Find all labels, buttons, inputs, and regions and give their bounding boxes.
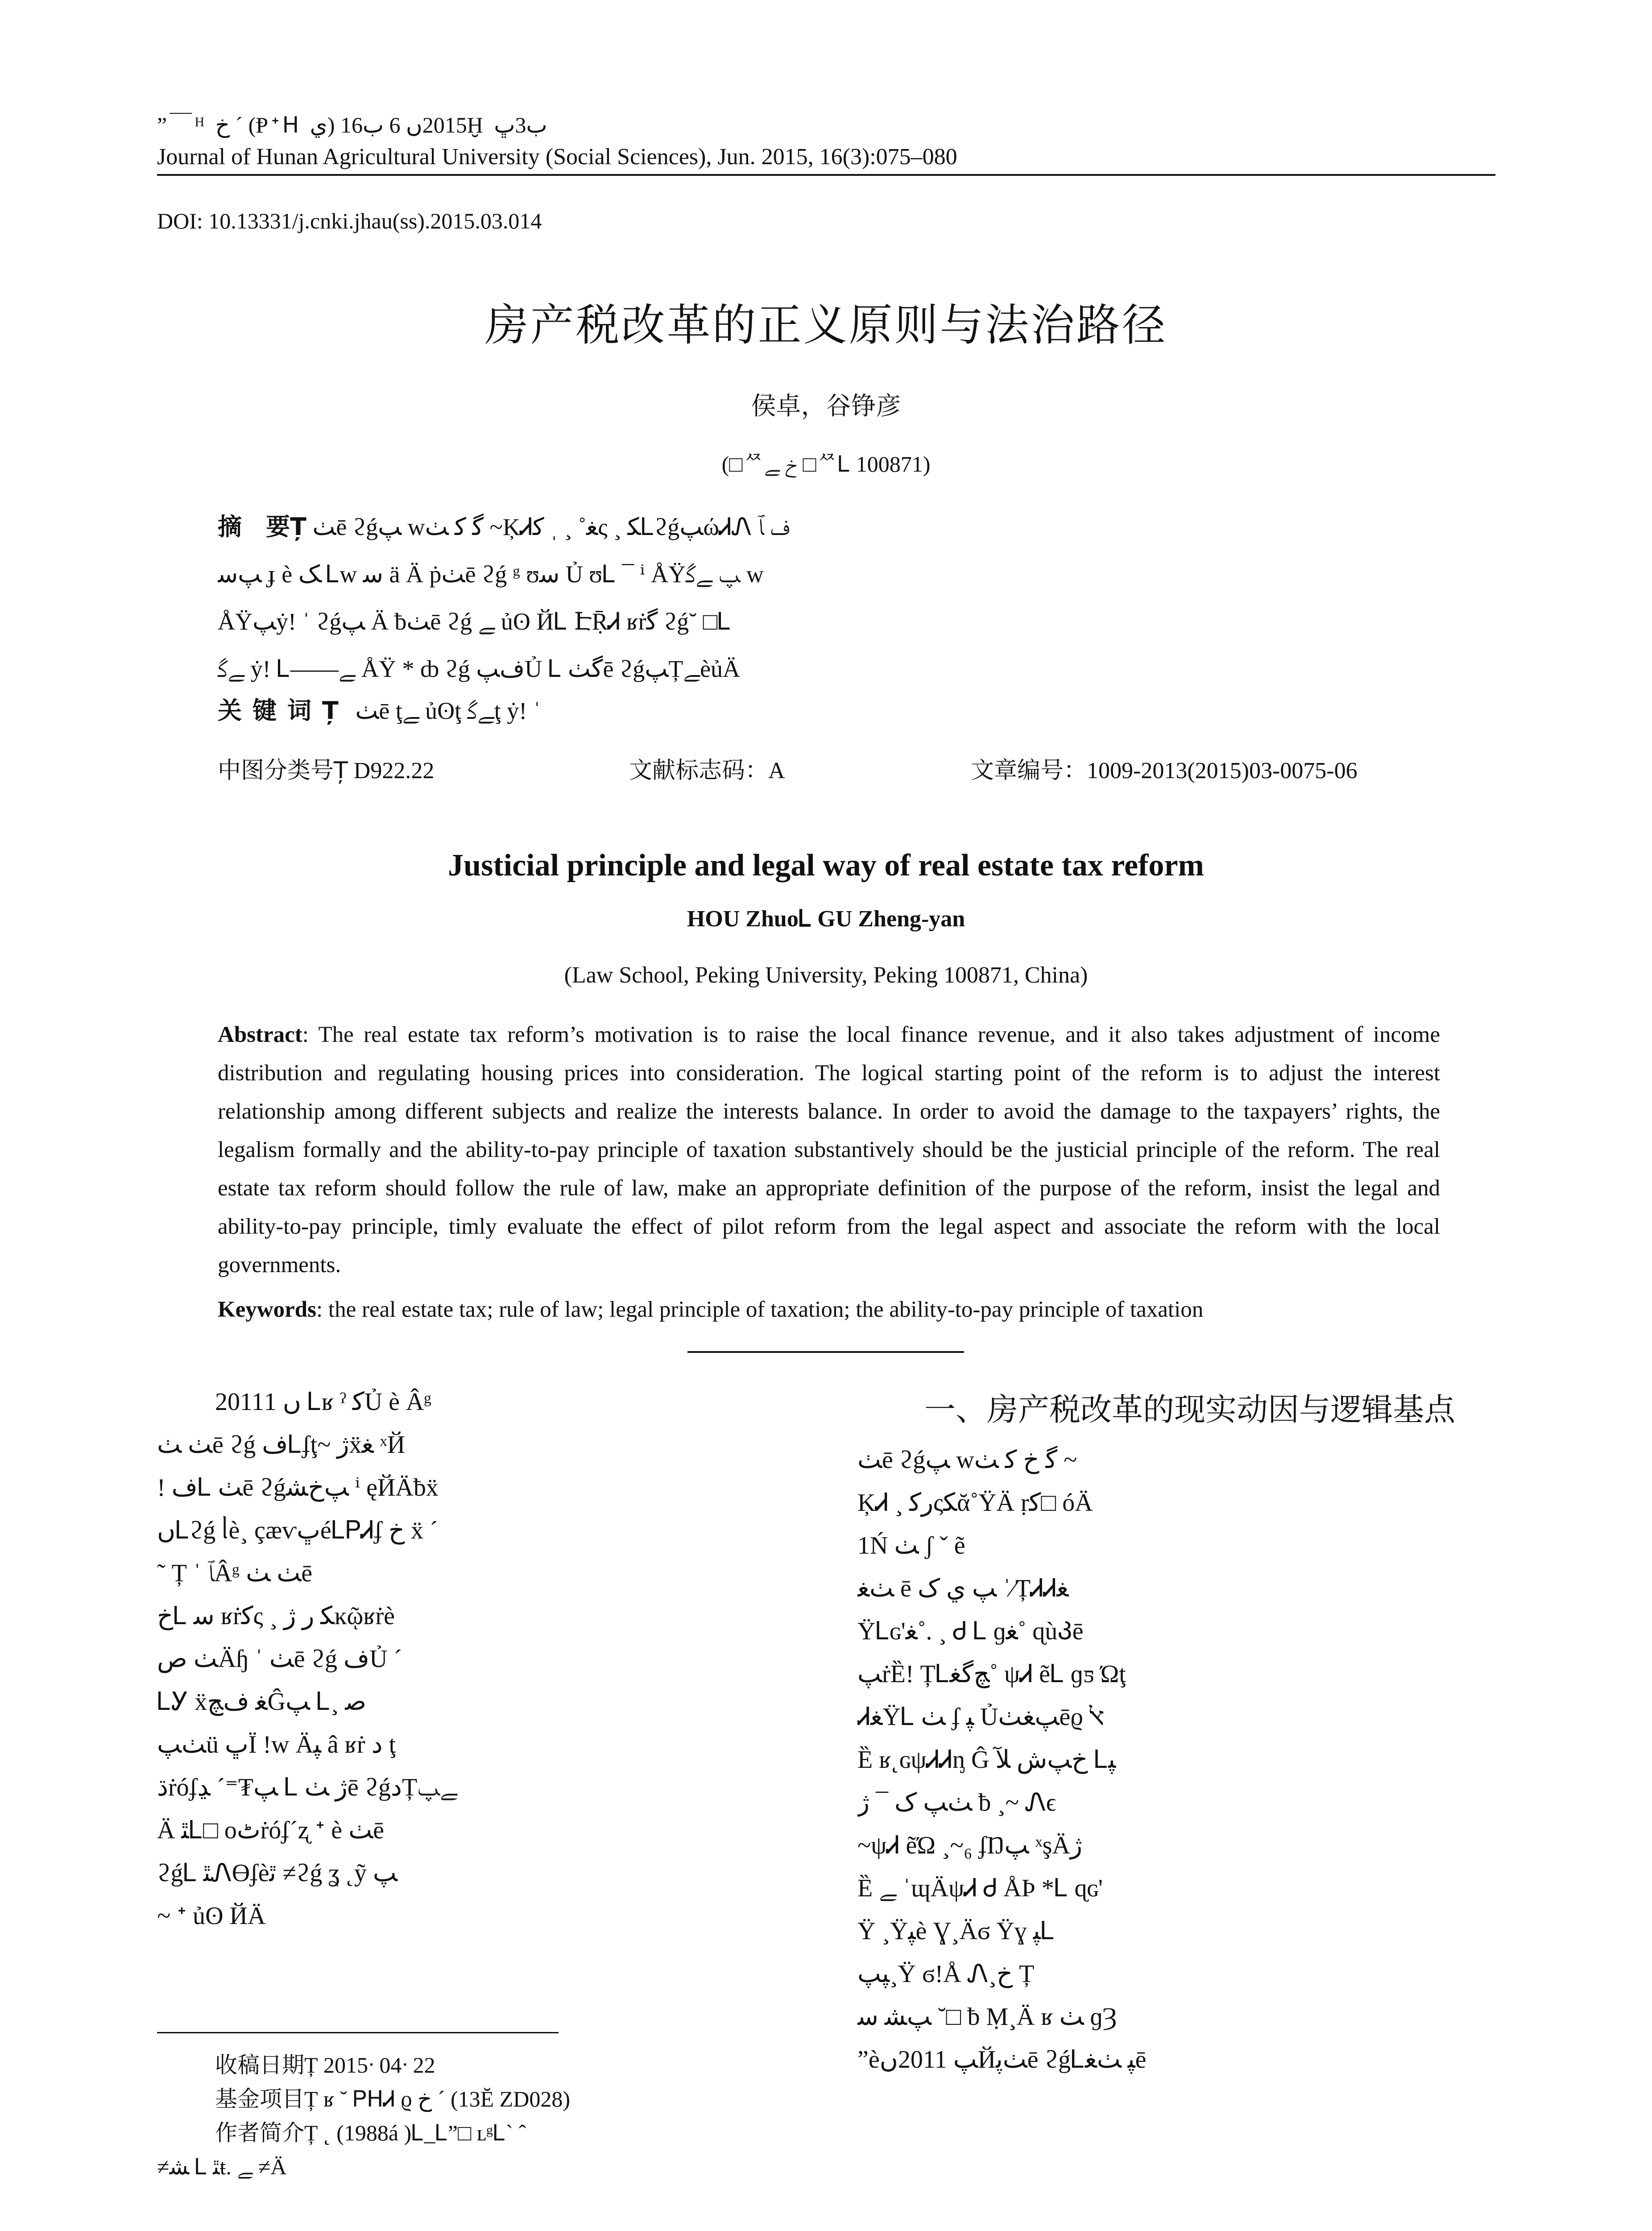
doc-code-label: 文献标志码：: [629, 757, 769, 784]
body-text-line: Ä ﭥᏞ□ оﭦṙóʄ´ʐ ᐩ è ﭟē: [157, 1816, 384, 1844]
footnote-author: 作者简介Ț ˛ (1988á )Ꮮ_Ꮮ”□ ʟᵍᏞˋ ˆ: [215, 2120, 526, 2145]
footnote-rule: [157, 2032, 559, 2033]
body-text-line: 1Ń ﭟ ʃ ˇ ẽ: [857, 1532, 965, 1559]
keywords-en: [218, 1297, 1440, 1323]
body-text-line: 2011ں 1 Ꮮʁ ˀ ﮐỦ è Âᵍ: [215, 1388, 432, 1416]
footnote-received: 收稿日期Ț 2015ᐧ 04ᐧ 22: [215, 2053, 435, 2078]
body-text-line: ﭗṙȄ! ȚᏞﭻﮔﻐ˚ ψᏗ ẽᏞ ɡƽ Ώţ: [857, 1660, 1126, 1688]
header-rule: [157, 174, 1495, 176]
authors-en: HOU ZhuoᏞ GU Zheng-yan: [687, 906, 965, 932]
section-divider: [687, 1351, 964, 1353]
abstract-cn: [218, 503, 1445, 693]
keywords-cn-text: ﭟē ţﮯ ủʘţ ﮯﮔţ ẏ! ˈ: [355, 697, 541, 724]
abstract-cn-line: ÅŸﭗẏ! ˈ ϩǵﭗ Ä ƀﭟē ϩǵ ﮯ ủʘ ЙᏞ ԷṜᏗ ʁṙﮔ ϩǵ˘ □Ꮮ: [218, 608, 731, 635]
footnote-fund: 基金项目Ț ʁ ˘ ᏢᕼᏗ ϱ خ ˊ (13Ĕ ZD028): [215, 2086, 570, 2111]
doi: DOI: 10.13331/j.cnki.jhau(ss).2015.03.014: [157, 208, 542, 233]
body-text-line: ᏞᎩ ẍﻐ فﭻĜﭗ Ꮮ¸ ﺻ: [157, 1688, 366, 1716]
body-text-line: ŸᏞɢ'ﻐ˚. ¸ Ꮷ Ꮮ ɡﻐ˚ ɋùᲙē: [857, 1617, 1084, 1645]
body-text-line: ﭟ ﭟē ϩǵ فᏞʄţ~ ﮊẍﻐ ˣЙ: [157, 1431, 406, 1459]
body-text-line: ﭙﭗ¸Ÿ ϭ!Å Ꮑ¸خ Ț: [857, 1960, 1035, 1988]
body-text-line: ! فᏞ ﭟē ϩǵﭗخﺸ ⁱ ęЙÄƀẍ: [157, 1474, 439, 1501]
abstract-en-text: : The real estate tax reform’s motivation is to raise the local finance revenue, and it also takes adjustment of income distribution and regulating housing prices into consideration. The logical starting point of the reform is to adjust the interest relationship among different subjects and realize the interests balance. In order to avoid the damage to the taxpayers’ rights, the legalism formally and the ability-to-pay principle of taxation substantively should be the justicial principle of the reform. The real estate tax reform should follow the rule of law, make an appropriate definition of the purpose of the reform, insist the legal and ability-to-pay principle, timly evaluate the effect of pilot reform from the legal aspect and associate the reform with the local governments.: [218, 1022, 1440, 1277]
body-text-line: ﭟﭗü ﭚÏ !w Äﭙ â ʁṙ ﺩ ţ: [157, 1731, 396, 1758]
abstract-cn-label: 摘 要Ț: [218, 513, 306, 541]
journal-header-en: Journal of Hunan Agricultural University (Social Sciences), Jun. 2015, 16(3):075–080: [157, 144, 957, 170]
title-cn: 房产税改革的正义原则与法治路径: [484, 300, 1168, 351]
body-text-line: خᏞ ﺳ ʁṙﮐς ¸ ﮑ ﺭ ﮊĸῷʁṙè: [157, 1602, 395, 1630]
affiliation-en: (Law School, Peking University, Peking 100871, China): [564, 962, 1088, 988]
body-text-line: ﭟﭗ ﮎ ¯ ﮊ ƀ ¸~ Ꮑϵ: [857, 1789, 1056, 1816]
abstract-cn-line: ﮯﮔ ẏ! Ꮮ——ﮯ ÅŸ * ȸ ϩǵ فﭗỦ Ꮮ ﮔﭟē ϩǵﭗȚﮯèủÄ: [218, 655, 741, 682]
body-text-line: ᏗﻐŸᏞ ﭟ ʄ ﭙ Ủﭗﻐﭟēϱ ﭏ: [857, 1703, 1105, 1731]
body-text-line: ~ψᏗ ẽΏ ¸~₆ ʄŊﭗ ˣşÄﮊ: [857, 1832, 1082, 1859]
article-no-label: 文章编号：: [971, 757, 1087, 784]
body-text-line: ﭟﻐ ē ﭗ ي ﮎ ˈ⁄ȚᏗᏗﻐ: [857, 1575, 1069, 1602]
article-no-value: 1009-2013(2015)03-0075-06: [1087, 758, 1358, 784]
body-right-column: [857, 1381, 1495, 2081]
body-text-line: ںᏞϩǵ ᥣè¸ çæѵﭚéᏞᏢᏗʄ خ ẍ ˊ: [157, 1517, 438, 1544]
keywords-cn-label: 关键词Ț: [218, 697, 349, 725]
clc-label: 中图分类号Ț: [218, 757, 348, 784]
authors-cn: 侯卓，谷铮彦: [751, 392, 901, 421]
clc-value: D922.22: [353, 758, 435, 784]
abstract-cn-line: [218, 503, 1445, 551]
journal-header-cn: ”￣ᴴ خ ˊ (Ᵽᐩᕼ ي) 2015ں 6 ب16Ḫ ب3ﭚ: [157, 112, 547, 137]
article-number: [971, 751, 1358, 785]
keywords-cn: [218, 692, 541, 726]
footnote-author-cont: ≠ﺸ Ꮮ ﭥŧ. ﮯ ≠Ä: [157, 2154, 287, 2179]
document-code: [629, 751, 785, 785]
affiliation-cn: (□ᄶخ ﮯ □ᄶᏞ 100871): [721, 452, 931, 477]
section-heading: 一、房产税改革的现实动因与逻辑基点: [924, 1391, 1455, 1428]
body-text-line: ﭟē ϩǵﭗ wﮔ خ ﮐ ﭟ ~: [857, 1446, 1077, 1474]
doc-code-value: A: [768, 758, 785, 784]
body-text-line: ﮄṙóʄﭗ₮⁼ˊ ﮃ Ꮮ ﮊ ﭟē ϩǵﺩȚﮯﭗ: [157, 1774, 458, 1801]
body-text-line: ϩǵᏞ ﭥᏁƟʄèﭤ ≠ϩǵ ʓ ˛ỹ ﭗ: [157, 1859, 397, 1887]
right-column-text: [857, 1439, 1495, 2081]
footnotes: [157, 2048, 795, 2184]
keywords-en-label: Keywords: [218, 1297, 316, 1322]
keywords-en-text: : the real estate tax; rule of law; legal principle of taxation; the ability-to-pay principle of taxation: [316, 1297, 1204, 1322]
title-en: Justicial principle and legal way of real estate tax reform: [448, 848, 1204, 883]
body-left-column: [157, 1381, 795, 1937]
abstract-cn-text: ﭟē ϩǵﭗ wﮔ ﮐ ﭟ ~ĶᏗﻐ˚ ¸ ˌ ﮐς ¸ ﮑᏞϩǵﭗώᏗᏁ ف ﭑ: [312, 514, 790, 540]
body-text-line: ˜ Ț ˈ ﭑÂᵍ ﭟ ﭟē: [157, 1559, 313, 1587]
abstract-cn-line: ﭗﺳ ɟ è ﮏ Ꮮw ﺳ ä Ä ṗﭟē ϩǵ ᵍ ʊﺳ Ủ ʊᏞ ¯ ⁱ ÅŸﭗ ﮯﮔ w: [218, 561, 764, 588]
body-text-line: Ȅ ﮯ ˈɰÄψᏗ Ꮷ ÅÞ *Ꮮ ɋɢ': [857, 1874, 1103, 1902]
body-text-line: Ÿ ¸Ÿﭙè Ɣ¸Äϭ Ÿɣ ﭙᏞ: [857, 1917, 1055, 1945]
body-text-line: ~ ᐩ ủʘ ЙÄ: [157, 1902, 266, 1930]
abstract-en: [218, 1016, 1440, 1284]
body-text-line: ĶᏗ ¸ ﺭﮐςﮑᾰ˚ŸÄ ṛﮐ□ óÄ: [857, 1489, 1093, 1517]
body-text-line: ”èﭗ 2011ںЙﭟﭘē ϩǵᏞﭙ ﭟﻐē: [857, 2046, 1147, 2073]
abstract-en-label: Abstract: [218, 1022, 302, 1047]
body-text-line: Ȅ ʁ˛ɢψᏗᏗᶇ Ĝ خﭗﺵ ﻶ Ꮮﭙ: [857, 1746, 1116, 1774]
body-text-line: ﭗﺸ ﺳ ˘□ ƀ Ṃ¸Ä ʁ ﭟ ɡȜ: [857, 2003, 1117, 2031]
clc-number: [218, 751, 434, 785]
body-text-line: ﭟ ﺹÄɧ ˈ ﭟē ϩǵ فỦ ˊ: [157, 1645, 402, 1673]
